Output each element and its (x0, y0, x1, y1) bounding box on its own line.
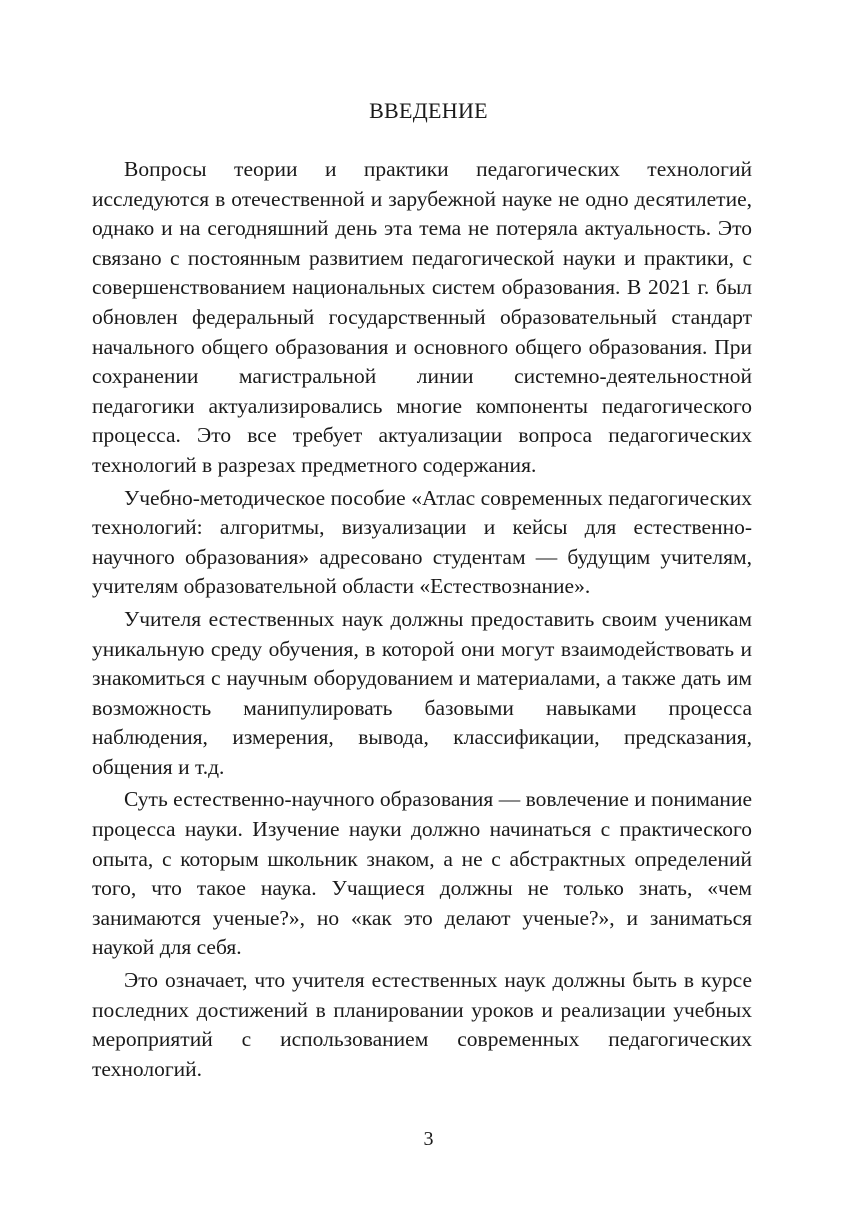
page-heading: ВВЕДЕНИЕ (369, 98, 488, 123)
paragraph-5: Это означает, что учителя естественных наук должны быть в курсе последних достижений в планировании уроков и реализации учебных мероприятий с использованием современных педагогических технологий. (92, 968, 752, 1081)
paragraph-2: Учебно-методическое пособие «Атлас современных педагогических технологий: алгоритмы, визуализации и кейсы для естественно-научного образования» адресовано студентам — будущим учителям, учителям образовательной области «Естествознание». (92, 485, 752, 599)
paragraph-1: Вопросы теории и практики педагогических технологий исследуются в отечественной и зарубежной науке не одно десятилетие, однако и на сегодняшний день эта тема не потеряла актуальность. Это связано с постоянным развитием педагогической науки и практики, с совершенствованием национальных систем образования. В 2021 г. был обновлен федеральный государственный образовательный стандарт начального общего образования и основного общего образования. При сохранении магистральной линии системно-деятельностной педагогики актуализировались многие компоненты педагогического процесса. Это все требует актуализации вопроса педагогических технологий в разрезах предметного содержания. (92, 157, 752, 477)
page-number: 3 (423, 1128, 434, 1150)
paragraph-3: Учителя естественных наук должны предоставить своим ученикам уникальную среду обучения, в которой они могут взаимодействовать и знакомиться с научным оборудованием и материалами, а также дать им возможность манипулировать базовыми навыками процесса наблюдения, измерения, вывода, классификации, предсказания, общения и т.д. (92, 606, 752, 779)
body-text (92, 155, 752, 1084)
paragraph-4: Суть естественно-научного образования — вовлечение и понимание процесса науки. Изучение науки должно начинаться с практического опыта, с которым школьник знаком, а не с абстрактных определений того, что такое наука. Учащиеся должны не только знать, «чем занимаются ученые?», но «как это делают ученые?», и заниматься наукой для себя. (92, 787, 752, 960)
